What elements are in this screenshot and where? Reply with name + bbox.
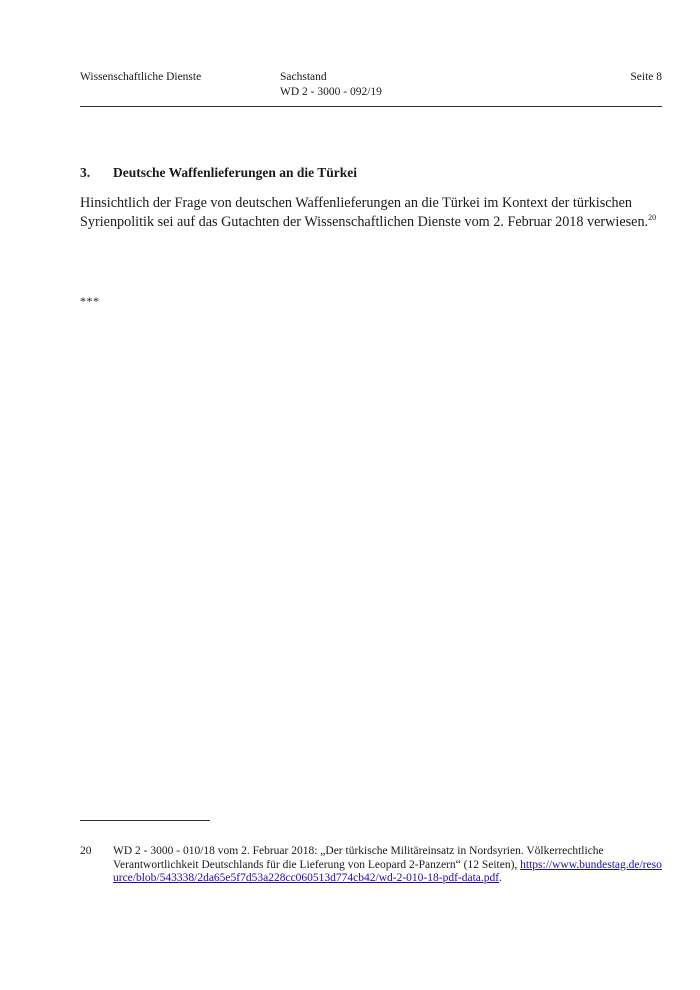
footnote-text: WD 2 - 3000 - 010/18 vom 2. Februar 2018: „Der türkische Militäreinsatz in Nordsyrien. Völkerrechtliche Verantwortlichkeit Deutschlands für die Lieferung von Leopard 2-Panzern“ (12 Seiten), xyxy=(113,845,604,871)
header-document-info xyxy=(280,70,382,100)
footnote-reference[interactable]: 20 xyxy=(648,213,657,222)
header-doc-type: Sachstand xyxy=(280,71,327,83)
footnote-body xyxy=(113,845,662,886)
section-heading xyxy=(80,165,357,181)
section-title: Deutsche Waffenlieferungen an die Türkei xyxy=(113,165,358,180)
section-separator: *** xyxy=(80,294,100,308)
footnote-divider xyxy=(80,820,210,821)
body-paragraph xyxy=(80,194,662,232)
body-text: Hinsichtlich der Frage von deutschen Waffenlieferungen an die Türkei im Kontext der türkischen Syrienpolitik sei auf das Gutachten der Wissenschaftlichen Dienste vom 2. Februar 2018 verwiesen. xyxy=(80,195,649,230)
header-page-number: Seite 8 xyxy=(630,71,662,83)
footnote-link[interactable]: https://www.bundestag.de/resource/blob/543338/2da65e5f7d53a228cc060513d774cb42/wd-2-010-18-pdf-data.pdf xyxy=(113,858,662,884)
header-doc-id: WD 2 - 3000 - 092/19 xyxy=(280,86,382,98)
footnote-number: 20 xyxy=(80,845,92,857)
section-number: 3. xyxy=(80,165,91,180)
footnote-trail: . xyxy=(499,872,502,884)
header-institution: Wissenschaftliche Dienste xyxy=(80,71,202,83)
page-header xyxy=(80,70,662,107)
